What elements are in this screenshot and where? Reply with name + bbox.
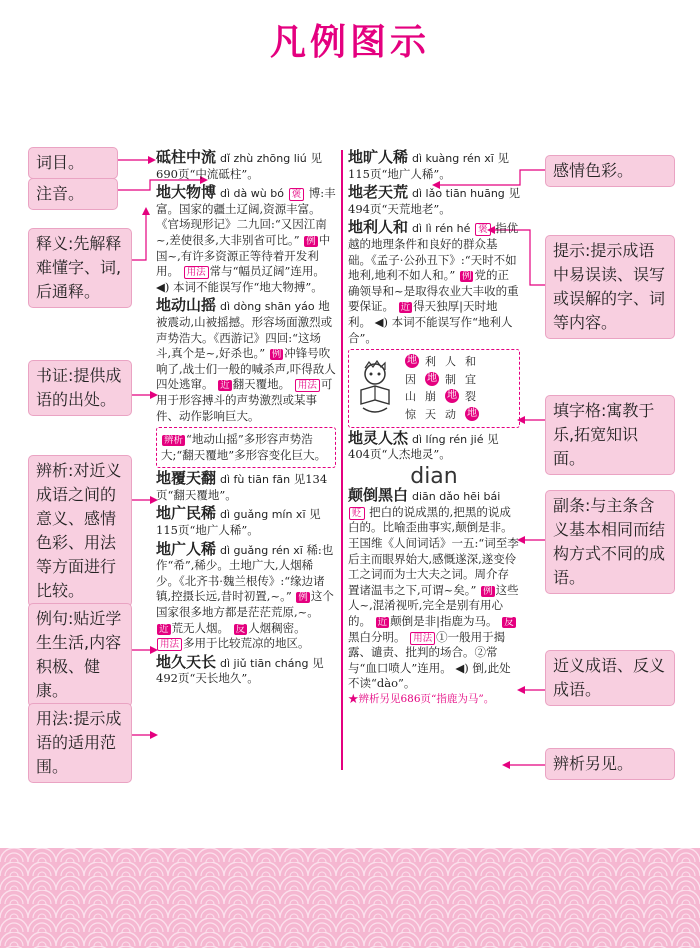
antonym-tag: 反	[235, 623, 246, 635]
entry-pinyin: diān dǎo hēi bái	[412, 490, 501, 504]
example-text: 这个国家很多地方都是茫茫荒原,~。	[156, 589, 334, 620]
entry	[156, 471, 336, 503]
synonym-text: 荒无人烟。	[171, 620, 230, 635]
synonym-tag: 近	[400, 302, 411, 314]
entry-head: 地广民稀	[156, 504, 217, 523]
entry-pinyin: dì lì rén hé	[412, 222, 471, 236]
see-also-analysis: ★辨析另见686页“指鹿为马”。	[348, 693, 495, 705]
entry-body: 博:丰富。国家的疆土辽阔,资源丰富。《官场现形记》二九回:“又因江南~,差使很多,大非别省可比。”	[156, 186, 336, 247]
entry-body: 见494页“天荒地老”。	[348, 186, 520, 216]
label-jinyi: 近义成语、反义成语。	[545, 650, 675, 706]
fill-grid-box	[348, 349, 520, 427]
sentiment-tag: 贬	[349, 507, 365, 520]
sentiment-tag: 褒	[289, 188, 305, 201]
example-tag: 例	[461, 271, 472, 283]
usage-text: 常与“幅员辽阔”连用。	[209, 264, 325, 279]
hint-text: ◀) 本词不能误写作“地利人合”。	[348, 314, 513, 345]
entry	[348, 428, 520, 463]
analysis-text: “地动山摇”多形容声势浩大;“翻天覆地”多形容变化巨大。	[161, 432, 327, 462]
entry	[348, 150, 520, 182]
entry-head: 地广人稀	[156, 539, 217, 558]
entry-head: 砥柱中流	[156, 148, 217, 166]
entry-body: 见690页“中流砥柱”。	[156, 151, 322, 181]
entry-pinyin: dì guǎng rén xī	[220, 543, 303, 557]
synonym-tag: 近	[159, 623, 169, 635]
entry-pinyin: dì kuàng rén xī	[412, 152, 494, 165]
example-tag: 例	[483, 585, 493, 597]
usage-text: 可用于形容搏斗的声势激烈或某事件、动作影响巨大。	[156, 377, 333, 423]
section-pinyin: dian	[410, 463, 458, 489]
example-text: 中国~,有许多资源正等待着开发利用。	[156, 232, 331, 279]
entry-body: 见404页“人杰地灵”。	[348, 431, 499, 462]
grid-char: 崩	[425, 390, 436, 404]
example-text: 这些人~,混淆视听,完全是别有用心的。	[348, 582, 519, 629]
reading-child-icon	[353, 360, 397, 416]
example-tag: 例	[306, 235, 316, 247]
label-liju: 例句:贴近学生生活,内容积极、健康。	[28, 603, 132, 707]
fill-grid	[405, 354, 481, 422]
usage-tag: 用法	[295, 379, 320, 392]
usage-text: 多用于比较荒凉的地区。	[183, 636, 310, 651]
analysis-tag: 辨析	[164, 435, 184, 447]
synonym-text: 翻天覆地。	[232, 377, 291, 392]
label-cimu: 词目。	[28, 147, 118, 179]
usage-tag: 用法	[157, 638, 182, 651]
label-bianxi-other: 辨析另见。	[545, 748, 675, 780]
right-column	[348, 150, 520, 711]
synonym-tag: 近	[220, 380, 230, 392]
antonym-tag: 反	[504, 617, 514, 629]
entry-body: 地被震动,山被摇撼。形容场面激烈或声势浩大。《西游记》四回:“这场斗,真个是~,好杀也。”	[156, 299, 333, 361]
label-shuzheng: 书证:提供成语的出处。	[28, 360, 132, 416]
entry-head: 地旷人稀	[348, 148, 409, 166]
entry-head: 地久天长	[156, 652, 217, 671]
example-tag: 例	[271, 349, 282, 361]
antonym-text: 人烟稠密。	[248, 620, 306, 635]
hint-text: ◀) 本词不能误写作“地大物搏”。	[156, 279, 323, 294]
grid-char: 动	[445, 407, 456, 421]
grid-char: 惊	[405, 407, 416, 421]
entry-pinyin: dì dòng shān yáo	[220, 300, 315, 314]
entry-head: 地动山摇	[156, 296, 217, 315]
grid-char: 因	[405, 372, 416, 386]
decorative-footer	[0, 848, 700, 948]
usage-tag: 用法	[410, 632, 435, 645]
example-text: 冲锋号吹响了,战士们一般的喊杀声,吓得敌人四处逃窜。	[156, 346, 336, 392]
entry-body: 见115页“地广人稀”。	[156, 507, 321, 538]
grid-char: 山	[405, 390, 416, 404]
label-shiyi: 释义:先解释难懂字、词,后通释。	[28, 228, 132, 308]
left-column	[156, 150, 336, 690]
synonym-tag: 近	[377, 617, 388, 629]
label-ganqing: 感情色彩。	[545, 155, 675, 187]
entry-pinyin: dì guǎng mín xī	[220, 508, 306, 522]
grid-char: 地	[467, 407, 477, 419]
entry	[156, 652, 336, 687]
grid-char: 地	[447, 390, 457, 402]
entry	[348, 488, 520, 707]
entry	[156, 185, 336, 295]
grid-char: 地	[427, 372, 437, 384]
entry	[156, 539, 336, 652]
entry-body: 见134页“翻天覆地”。	[156, 472, 328, 502]
example-text: 党的正确领导和~是取得农业大丰收的重要保证。	[348, 268, 519, 314]
entry-pinyin: dì fù tiān fān	[220, 473, 291, 487]
analysis-box	[156, 427, 336, 468]
entry-body: 指优越的地理条件和良好的群众基础。《孟子·公孙丑下》:“天时不如地利,地利不如人和。”	[348, 221, 519, 283]
label-tianzige: 填字格:寓教于乐,拓宽知识面。	[545, 395, 675, 475]
grid-char: 和	[465, 355, 476, 369]
column-divider	[341, 150, 343, 770]
entry	[348, 185, 520, 217]
grid-char: 裂	[465, 390, 476, 404]
page-title: 凡例图示	[269, 22, 430, 63]
entry-pinyin: dì líng rén jié	[412, 432, 484, 446]
entry	[348, 220, 520, 346]
label-bianxi: 辨析:对近义成语之间的意义、感情色彩、用法等方面进行比较。	[28, 455, 132, 607]
usage-text: ①一般用于揭露、谴责、批判的场合。②常与“血口喷人”连用。	[348, 629, 506, 675]
grid-char: 制	[445, 372, 456, 386]
usage-tag: 用法	[184, 266, 209, 279]
entry-pinyin: dǐ zhù zhōng liú	[220, 152, 307, 165]
grid-char: 人	[445, 355, 456, 369]
entry	[156, 506, 336, 538]
grid-char: 利	[425, 355, 436, 369]
example-tag: 例	[298, 592, 308, 604]
sentiment-tag: 褒	[475, 223, 491, 236]
entry-pinyin: dì jiǔ tiān cháng	[220, 656, 309, 670]
entry-head: 地覆天翻	[156, 469, 217, 488]
grid-char: 地	[407, 355, 417, 367]
synonym-text: 颠倒是非|指鹿为马。	[390, 614, 498, 629]
label-zhuyin: 注音。	[28, 178, 118, 210]
synonym-text: 得天独厚|天时地利。	[348, 299, 498, 329]
entry	[156, 150, 336, 182]
label-futiao: 副条:与主条含义基本相同而结构方式不同的成语。	[545, 490, 675, 594]
entry-head: 地老天荒	[348, 183, 409, 202]
entry-body: 见115页“地广人稀”。	[348, 151, 509, 181]
entry-head: 地利人和	[348, 218, 409, 237]
label-tishi: 提示:提示成语中易误读、误写或误解的字、词等内容。	[545, 235, 675, 339]
entry-body: 稀:也作“希”,稀少。土地广大,人烟稀少。《北齐书·魏兰根传》:“缘边诸镇,控摄长远,昔时初置,~。”	[156, 542, 334, 604]
entry-pinyin: dì lǎo tiān huāng	[412, 187, 505, 201]
entry-head: 颠倒黑白	[348, 486, 409, 505]
entry-body: 把白的说成黑的,把黑的说成白的。比喻歪曲事实,颠倒是非。王国维《人间词话》一五:“词至李后主而眼界始大,感慨遂深,遂变伶工之词而为士大夫之词。周介存置诸温韦之下,可谓~矣。”	[348, 504, 519, 597]
antonym-text: 黑白分明。	[348, 629, 406, 644]
entry	[156, 298, 336, 424]
wave-pattern-icon	[0, 848, 700, 948]
entry-head: 地灵人杰	[348, 428, 409, 447]
label-yongfa: 用法:提示成语的适用范围。	[28, 703, 132, 783]
entry-head: 地大物博	[156, 183, 217, 202]
grid-char: 天	[425, 407, 436, 421]
grid-char: 宜	[465, 372, 476, 386]
hint-text: ◀) 倒,此处不读“dào”。	[348, 660, 511, 691]
entry-body: 见492页“天长地久”。	[156, 655, 324, 686]
entry-pinyin: dì dà wù bó	[220, 187, 284, 201]
